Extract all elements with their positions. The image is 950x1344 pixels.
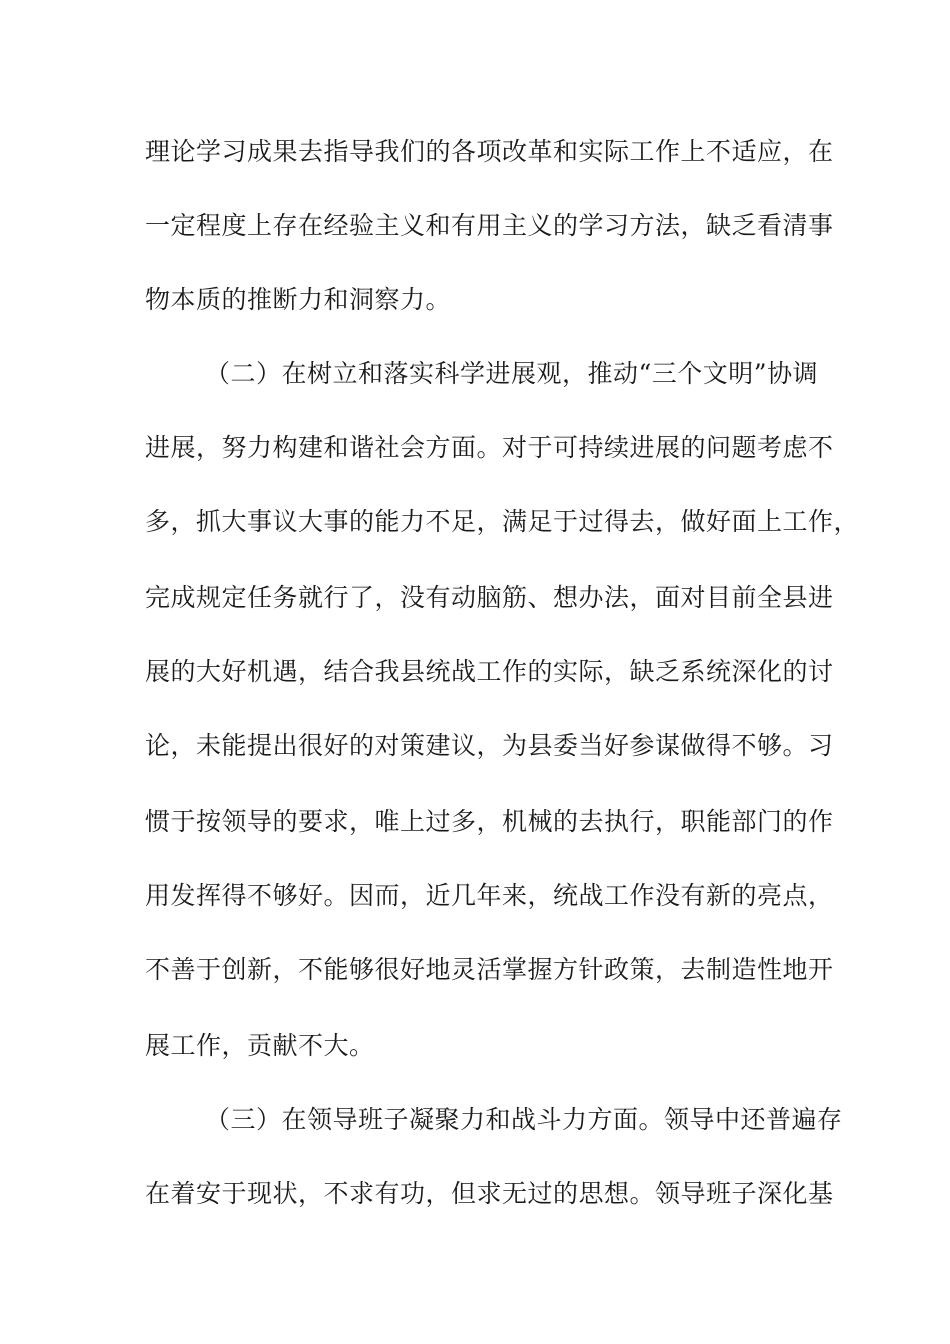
paragraph-heading-3: （三）在领导班子凝聚力和战斗力方面。领导中还普遍存 — [205, 1105, 843, 1134]
text-line: 进展，努力构建和谐社会方面。对于可持续进展的问题考虑不 — [145, 433, 834, 462]
text-line: 在着安于现状，不求有功，但求无过的思想。领导班子深化基 — [145, 1179, 834, 1208]
text-line: 物本质的推断力和洞察力。 — [145, 285, 452, 314]
text-line: 完成规定任务就行了，没有动脑筋、想办法，面对目前全县进 — [145, 583, 834, 612]
text-line: 一定程度上存在经验主义和有用主义的学习方法，缺乏看清事 — [145, 211, 834, 240]
text-line: 理论学习成果去指导我们的各项改革和实际工作上不适应，在 — [145, 137, 834, 166]
text-line: 用发挥得不够好。因而，近几年来，统战工作没有新的亮点， — [145, 881, 834, 910]
text-line: 论，未能提出很好的对策建议，为县委当好参谋做得不够。习 — [145, 731, 834, 760]
paragraph-heading-2: （二）在树立和落实科学进展观，推动“三个文明”协调 — [205, 359, 819, 388]
text-line: 展的大好机遇，结合我县统战工作的实际，缺乏系统深化的讨 — [145, 657, 834, 686]
text-line: 惯于按领导的要求，唯上过多，机械的去执行，职能部门的作 — [145, 807, 834, 836]
text-line: 不善于创新，不能够很好地灵活掌握方针政策，去制造性地开 — [145, 955, 834, 984]
text-line: 展工作，贡献不大。 — [145, 1031, 375, 1060]
text-line: 多，抓大事议大事的能力不足，满足于过得去，做好面上工作， — [145, 507, 860, 536]
